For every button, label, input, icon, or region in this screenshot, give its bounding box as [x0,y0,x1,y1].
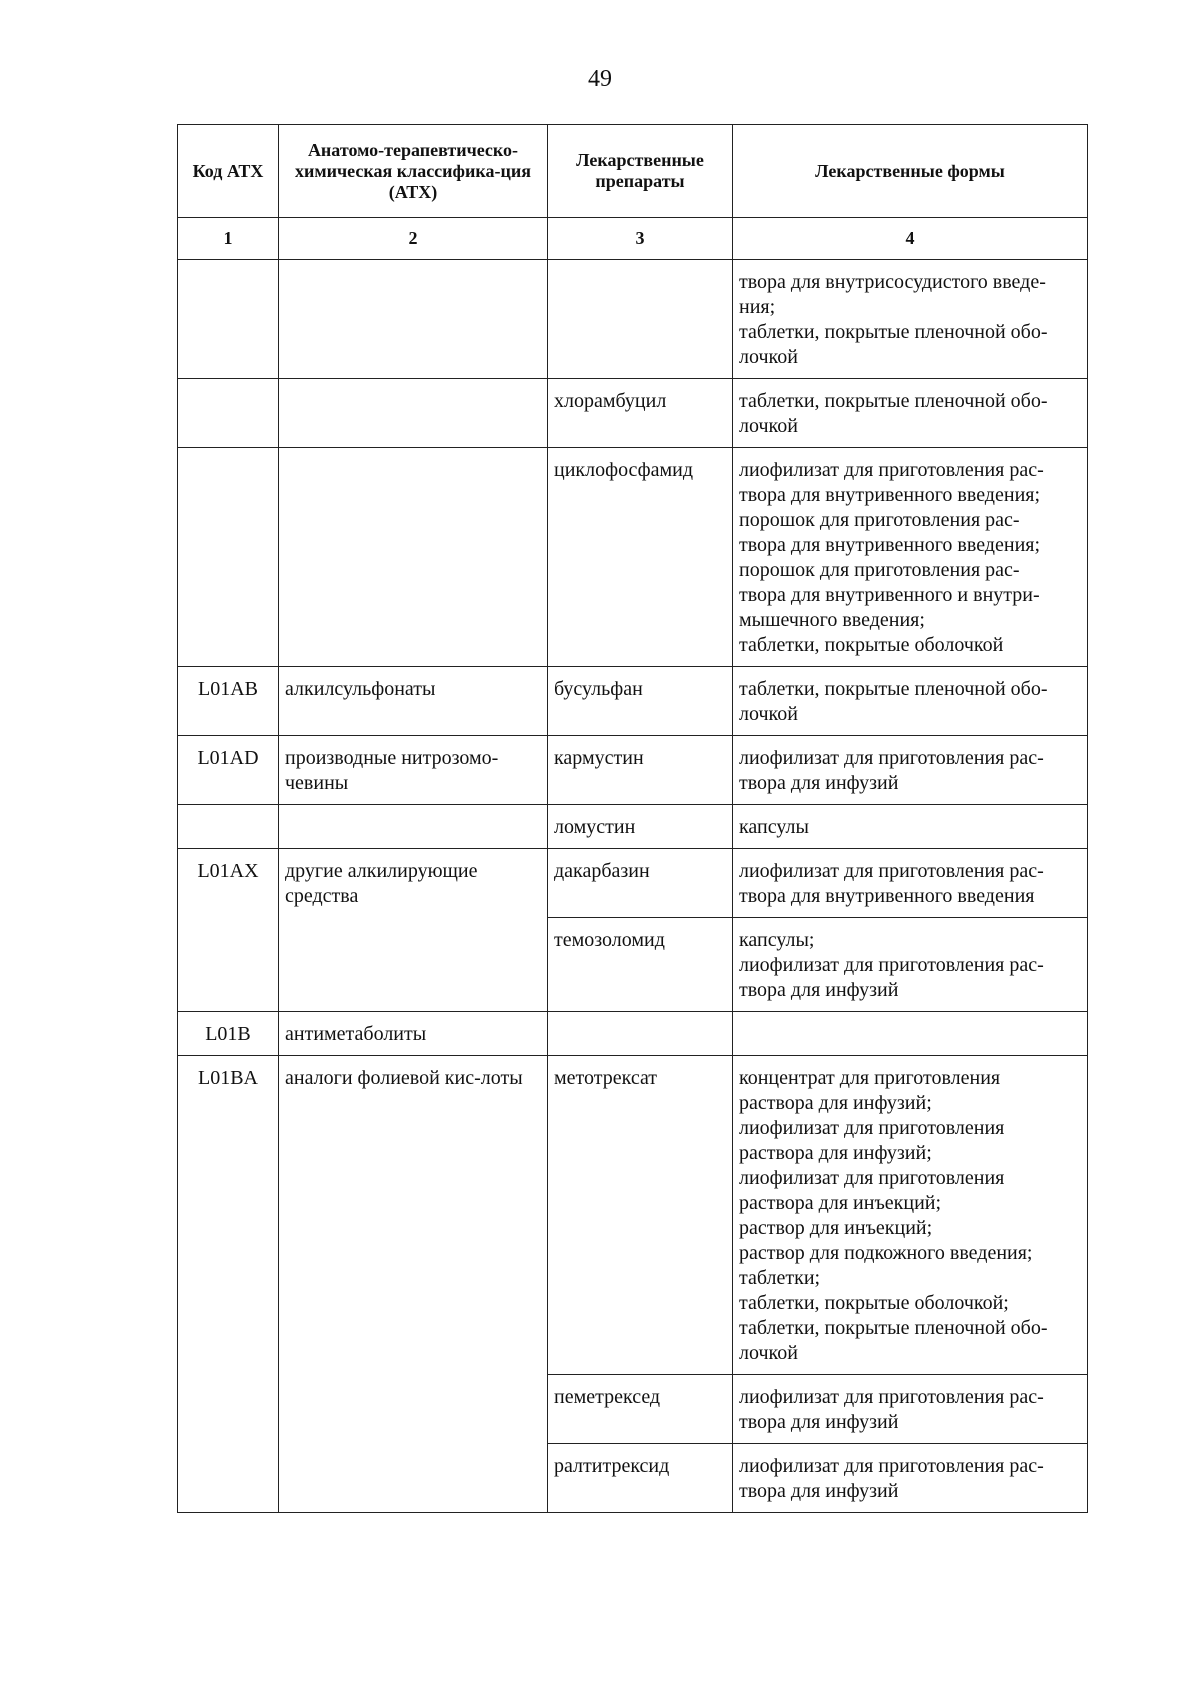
atx-code-cell: L01AB [178,667,279,736]
dosage-form-line: таблетки, покрытые пленочной обо- [739,678,1048,700]
header-drugs: Лекарственные препараты [548,125,733,218]
drug-cell: циклофосфамид [548,448,733,667]
dosage-forms-cell [733,260,1088,379]
dosage-form-line: таблетки, покрытые пленочной обо- [739,390,1048,412]
atx-code-cell: L01B [178,1012,279,1056]
column-number-row [178,218,1088,260]
dosage-forms-cell [733,849,1088,918]
table-row [178,1012,1088,1056]
dosage-form-line: раствора для инъекций; [739,1192,942,1214]
dosage-form-line: концентрат для приготовления [739,1067,1001,1089]
dosage-form-line: лиофилизат для приготовления рас- [739,860,1044,882]
dosage-form-line: твора для внутривенного введения [739,885,1035,907]
atx-code-cell [178,379,279,448]
dosage-form-line: раствора для инфузий; [739,1142,932,1164]
classification-cell: другие алкилирующие средства [279,849,548,1012]
column-number: 3 [548,218,733,260]
table-row [178,805,1088,849]
classification-cell [279,260,548,379]
table-row [178,448,1088,667]
dosage-form-line: лиофилизат для приготовления рас- [739,1386,1044,1408]
drug-cell: темозоломид [548,918,733,1012]
atx-code-cell [178,805,279,849]
dosage-form-line: твора для внутривенного введения; [739,484,1041,506]
drug-cell: бусульфан [548,667,733,736]
dosage-form-line: лиофилизат для приготовления рас- [739,459,1044,481]
drug-cell: хлорамбуцил [548,379,733,448]
dosage-form-line: капсулы; [739,929,815,951]
drug-cell: ралтитрексид [548,1444,733,1513]
dosage-form-line: таблетки; [739,1267,821,1289]
column-number: 1 [178,218,279,260]
drug-cell: дакарбазин [548,849,733,918]
table-row [178,849,1088,918]
dosage-forms-cell [733,448,1088,667]
dosage-form-line: лиофилизат для приготовления рас- [739,954,1044,976]
classification-cell: алкилсульфонаты [279,667,548,736]
table-row [178,736,1088,805]
table-header-row [178,125,1088,218]
classification-cell: производные нитрозомо-чевины [279,736,548,805]
dosage-forms-cell [733,805,1088,849]
header-atx-code: Код АТХ [178,125,279,218]
table-row [178,667,1088,736]
table-row [178,260,1088,379]
classification-cell: аналоги фолиевой кис-лоты [279,1056,548,1513]
classification-cell [279,448,548,667]
table-row [178,1056,1088,1375]
dosage-form-line: твора для инфузий [739,1411,899,1433]
dosage-form-line: таблетки, покрытые пленочной обо- [739,321,1048,343]
drug-cell: пеметрексед [548,1375,733,1444]
dosage-form-line: лочкой [739,346,798,368]
dosage-form-line: лиофилизат для приготовления рас- [739,747,1044,769]
dosage-forms-cell [733,918,1088,1012]
dosage-form-line: лиофилизат для приготовления [739,1167,1005,1189]
dosage-form-line: твора для инфузий [739,772,899,794]
dosage-forms-cell [733,1375,1088,1444]
page-number: 49 [588,66,612,92]
dosage-form-line: твора для инфузий [739,1480,899,1502]
table-row [178,379,1088,448]
drug-cell [548,1012,733,1056]
dosage-form-line: таблетки, покрытые оболочкой; [739,1292,1009,1314]
column-number: 4 [733,218,1088,260]
dosage-form-line: твора для внутривенного и внутри- [739,584,1040,606]
dosage-form-line: раствора для инфузий; [739,1092,932,1114]
drug-cell: кармустин [548,736,733,805]
dosage-form-line: лочкой [739,415,798,437]
dosage-form-line: капсулы [739,816,809,838]
dosage-form-line: твора для внутривенного введения; [739,534,1041,556]
header-dosage-forms: Лекарственные формы [733,125,1088,218]
dosage-form-line: мышечного введения; [739,609,925,631]
atx-code-cell: L01BA [178,1056,279,1513]
dosage-forms-cell [733,379,1088,448]
header-atx-classification: Анатомо-терапевтическо-химическая классифика-ция (АТХ) [279,125,548,218]
dosage-form-line: раствор для подкожного введения; [739,1242,1033,1264]
dosage-form-line: лочкой [739,1342,798,1364]
dosage-form-line: порошок для приготовления рас- [739,509,1020,531]
dosage-form-line: лиофилизат для приготовления рас- [739,1455,1044,1477]
classification-cell [279,379,548,448]
classification-cell [279,805,548,849]
dosage-forms-cell [733,736,1088,805]
drug-cell: ломустин [548,805,733,849]
dosage-forms-cell [733,1444,1088,1513]
dosage-form-line: раствор для инъекций; [739,1217,933,1239]
atx-table [177,124,1088,1513]
atx-code-cell: L01AX [178,849,279,1012]
dosage-form-line: твора для инфузий [739,979,899,1001]
dosage-forms-cell [733,667,1088,736]
column-number: 2 [279,218,548,260]
dosage-form-line: таблетки, покрытые пленочной обо- [739,1317,1048,1339]
atx-code-cell [178,260,279,379]
dosage-form-line: ния; [739,296,776,318]
dosage-form-line: лочкой [739,703,798,725]
drug-cell [548,260,733,379]
drug-cell: метотрексат [548,1056,733,1375]
dosage-form-line: таблетки, покрытые оболочкой [739,634,1004,656]
dosage-forms-cell [733,1012,1088,1056]
atx-code-cell: L01AD [178,736,279,805]
classification-cell: антиметаболиты [279,1012,548,1056]
dosage-form-line: лиофилизат для приготовления [739,1117,1005,1139]
atx-code-cell [178,448,279,667]
dosage-form-line: порошок для приготовления рас- [739,559,1020,581]
dosage-forms-cell [733,1056,1088,1375]
dosage-form-line: твора для внутрисосудистого введе- [739,271,1046,293]
